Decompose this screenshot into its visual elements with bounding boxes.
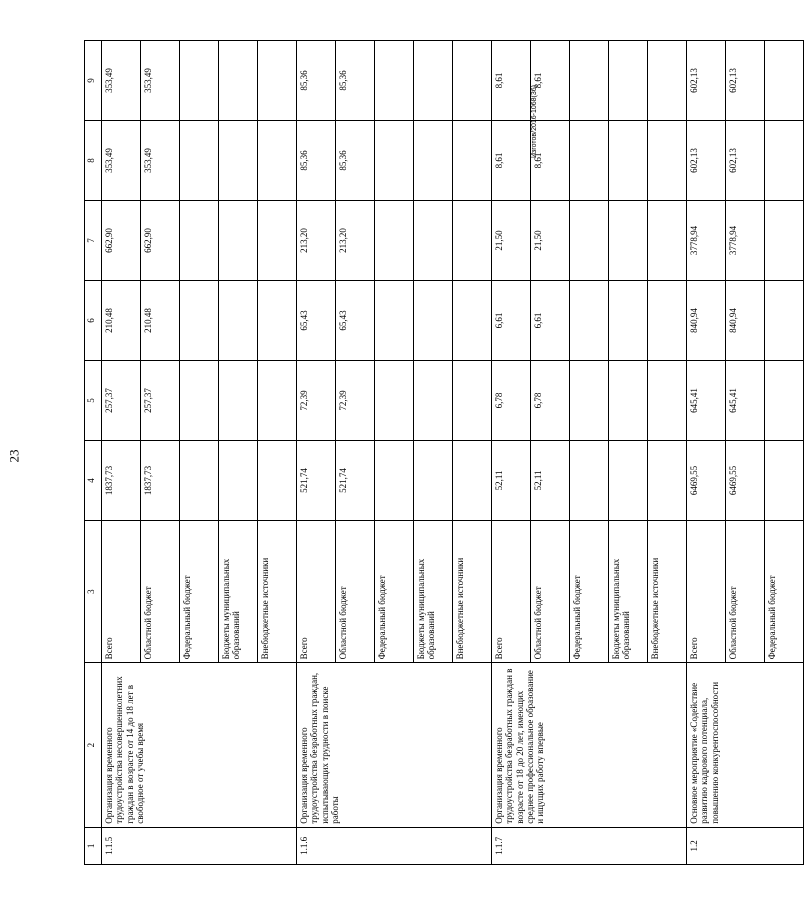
amount-cell (648, 360, 687, 440)
amount-cell (258, 41, 297, 121)
amount-cell (414, 121, 453, 201)
funding-source: Внебюджетные источники (453, 520, 492, 662)
item-code: 1.1.5 (102, 827, 297, 864)
amount-cell: 210,48 (141, 281, 180, 361)
column-header: 8 (85, 121, 102, 201)
amount-cell (765, 281, 804, 361)
amount-cell (570, 41, 609, 121)
amount-cell (375, 281, 414, 361)
amount-cell: 840,94 (726, 281, 765, 361)
amount-cell: 1837,73 (102, 440, 141, 520)
funding-source: Областной бюджет (336, 520, 375, 662)
amount-cell (570, 201, 609, 281)
funding-source: Федеральный бюджет (180, 520, 219, 662)
amount-cell: 6,78 (492, 360, 531, 440)
amount-cell (219, 360, 258, 440)
amount-cell: 3778,94 (726, 201, 765, 281)
funding-source: Областной бюджет (141, 520, 180, 662)
document-stamp: Изготов/2016-1068(36) (531, 85, 538, 158)
funding-source: Федеральный бюджет (570, 520, 609, 662)
amount-cell (453, 360, 492, 440)
amount-cell (258, 121, 297, 201)
amount-cell (180, 360, 219, 440)
amount-cell (180, 201, 219, 281)
amount-cell (375, 121, 414, 201)
amount-cell (414, 281, 453, 361)
amount-cell (414, 41, 453, 121)
amount-cell: 52,11 (492, 440, 531, 520)
column-header: 4 (85, 440, 102, 520)
amount-cell (570, 281, 609, 361)
column-header: 2 (85, 663, 102, 827)
amount-cell (453, 281, 492, 361)
item-title: Основное мероприятие «Содействие развитию кадрового потенциала, повышению конкурентоспособности (687, 663, 804, 827)
amount-cell (180, 281, 219, 361)
page-number: 23 (6, 449, 22, 463)
table-body (102, 41, 804, 865)
amount-cell: 3778,94 (687, 201, 726, 281)
amount-cell: 65,43 (297, 281, 336, 361)
amount-cell: 602,13 (726, 121, 765, 201)
amount-cell: 6,61 (531, 281, 570, 361)
amount-cell (453, 201, 492, 281)
funding-source: Всего (492, 520, 531, 662)
amount-cell (609, 41, 648, 121)
amount-cell: 85,36 (297, 121, 336, 201)
amount-cell (609, 121, 648, 201)
amount-cell: 353,49 (141, 121, 180, 201)
amount-cell (453, 121, 492, 201)
item-code: 1.1.6 (297, 827, 492, 864)
amount-cell: 353,49 (141, 41, 180, 121)
header-row (85, 41, 102, 865)
amount-cell: 257,37 (102, 360, 141, 440)
amount-cell (453, 41, 492, 121)
amount-cell (570, 360, 609, 440)
amount-cell (609, 201, 648, 281)
amount-cell (609, 360, 648, 440)
budget-table (84, 40, 804, 865)
amount-cell (453, 440, 492, 520)
amount-cell (648, 281, 687, 361)
amount-cell: 602,13 (687, 41, 726, 121)
amount-cell: 353,49 (102, 41, 141, 121)
funding-source: Областной бюджет (726, 520, 765, 662)
amount-cell: 8,61 (492, 41, 531, 121)
item-code: 1.1.7 (492, 827, 687, 864)
amount-cell: 85,36 (297, 41, 336, 121)
amount-cell (765, 201, 804, 281)
amount-cell (258, 440, 297, 520)
amount-cell (609, 281, 648, 361)
amount-cell: 662,90 (141, 201, 180, 281)
funding-source: Внебюджетные источники (648, 520, 687, 662)
amount-cell (219, 41, 258, 121)
amount-cell: 353,49 (102, 121, 141, 201)
amount-cell (648, 121, 687, 201)
amount-cell (180, 41, 219, 121)
amount-cell: 72,39 (297, 360, 336, 440)
amount-cell: 85,36 (336, 41, 375, 121)
column-header: 3 (85, 520, 102, 662)
amount-cell: 840,94 (687, 281, 726, 361)
amount-cell (219, 201, 258, 281)
amount-cell: 521,74 (297, 440, 336, 520)
funding-source: Всего (102, 520, 141, 662)
amount-cell: 8,61 (531, 41, 570, 121)
amount-cell (765, 41, 804, 121)
amount-cell: 52,11 (531, 440, 570, 520)
column-header: 9 (85, 41, 102, 121)
amount-cell (219, 121, 258, 201)
amount-cell: 213,20 (297, 201, 336, 281)
funding-source: Бюджеты муниципальных образований (609, 520, 648, 662)
table-row (102, 41, 141, 865)
column-header: 5 (85, 360, 102, 440)
amount-cell (570, 121, 609, 201)
amount-cell (765, 440, 804, 520)
amount-cell (570, 440, 609, 520)
amount-cell (375, 360, 414, 440)
amount-cell (375, 41, 414, 121)
amount-cell: 645,41 (726, 360, 765, 440)
amount-cell: 521,74 (336, 440, 375, 520)
amount-cell (219, 440, 258, 520)
column-header: 6 (85, 281, 102, 361)
amount-cell: 65,43 (336, 281, 375, 361)
column-header: 7 (85, 201, 102, 281)
amount-cell (414, 201, 453, 281)
rotated-document (84, 40, 777, 865)
amount-cell: 210,48 (102, 281, 141, 361)
amount-cell: 6,78 (531, 360, 570, 440)
amount-cell (648, 201, 687, 281)
amount-cell (375, 440, 414, 520)
amount-cell: 662,90 (102, 201, 141, 281)
amount-cell: 645,41 (687, 360, 726, 440)
amount-cell (258, 201, 297, 281)
amount-cell (765, 360, 804, 440)
amount-cell (648, 41, 687, 121)
funding-source: Всего (297, 520, 336, 662)
funding-source: Внебюджетные источники (258, 520, 297, 662)
amount-cell (414, 360, 453, 440)
funding-source: Федеральный бюджет (765, 520, 804, 662)
amount-cell: 6,61 (492, 281, 531, 361)
amount-cell: 1837,73 (141, 440, 180, 520)
funding-source: Областной бюджет (531, 520, 570, 662)
amount-cell (375, 201, 414, 281)
amount-cell: 8,61 (492, 121, 531, 201)
funding-source: Всего (687, 520, 726, 662)
amount-cell: 72,39 (336, 360, 375, 440)
item-title: Организация временного трудоустройства безработных граждан, испытывающих трудности в поиске работы (297, 663, 492, 827)
funding-source: Бюджеты муниципальных образований (219, 520, 258, 662)
amount-cell: 85,36 (336, 121, 375, 201)
table-row (297, 41, 336, 865)
item-code: 1.2 (687, 827, 804, 864)
amount-cell (180, 121, 219, 201)
table-row (492, 41, 531, 865)
amount-cell (609, 440, 648, 520)
amount-cell (258, 281, 297, 361)
amount-cell: 213,20 (336, 201, 375, 281)
item-title: Организация временного трудоустройства безработных граждан в возрасте от 18 до 20 лет, имеющих среднее профессиональное образование и ищущих работу впервые (492, 663, 687, 827)
amount-cell: 21,50 (531, 201, 570, 281)
table-row (687, 41, 726, 865)
amount-cell: 6469,55 (687, 440, 726, 520)
amount-cell (180, 440, 219, 520)
item-title: Организация временного трудоустройства несовершеннолетних граждан в возрасте от 14 до 18 лет в свободное от учебы время (102, 663, 297, 827)
amount-cell: 8,61 (531, 121, 570, 201)
amount-cell: 6469,55 (726, 440, 765, 520)
amount-cell: 257,37 (141, 360, 180, 440)
amount-cell (258, 360, 297, 440)
amount-cell: 602,13 (726, 41, 765, 121)
amount-cell (219, 281, 258, 361)
amount-cell (414, 440, 453, 520)
funding-source: Бюджеты муниципальных образований (414, 520, 453, 662)
amount-cell (648, 440, 687, 520)
funding-source: Федеральный бюджет (375, 520, 414, 662)
amount-cell: 21,50 (492, 201, 531, 281)
column-header: 1 (85, 827, 102, 864)
amount-cell (765, 121, 804, 201)
amount-cell: 602,13 (687, 121, 726, 201)
